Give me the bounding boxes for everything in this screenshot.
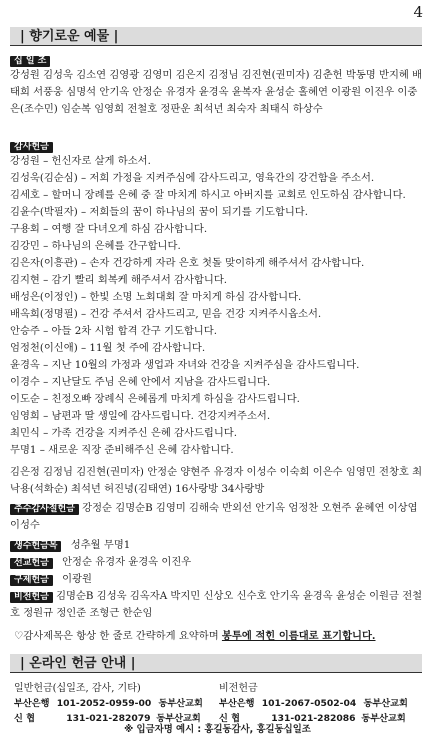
vision-label: 비전헌금 (10, 592, 53, 603)
thanks-line: 안승주 – 아들 2차 시험 합격 간구 기도합니다. (10, 325, 217, 337)
relief-label: 구제헌금 (10, 575, 53, 586)
general-offering-header: 일반헌금(십일조, 감사, 기타) (14, 683, 141, 694)
thanks-line: 엄정천(이신애) – 11월 첫 주에 감사합니다. (10, 342, 206, 354)
tithe-label: 십 일 조 (10, 56, 50, 67)
building-names: 안정순 유경자 윤경옥 이진우 (62, 556, 192, 568)
offering-section-title: | 향기로운 예물 | (10, 27, 422, 46)
thanks-line: 김윤수(박필자) – 저희들의 꿈이 하나님의 꿈이 되기를 기도합니다. (10, 206, 308, 218)
thanks-line: 임영희 – 남편과 딸 생일에 감사드립니다. 건강지켜주소서. (10, 410, 271, 422)
building-section (10, 554, 426, 571)
tithe-section (10, 54, 426, 118)
online-section-title: | 온라인 헌금 안내 | (10, 654, 422, 673)
thanks-line: 김지현 – 감기 빨리 회복케 해주셔서 감사합니다. (10, 274, 228, 286)
bank-name: 부산은행 (14, 698, 50, 709)
vision-offering-header: 비전헌금 (219, 683, 258, 694)
thanks-label: 감사헌금 (10, 142, 53, 153)
closing-note-emphasis: 봉투에 적힌 이름대로 표기합니다. (221, 630, 376, 642)
thanks-names: 김은정 김정님 김진현(권미자) 안정순 양현주 유경자 이성수 이숙희 이은수 임영민 전창호 최낙용(석화순) 최석년 허진녕(김태연) 16사랑방 34사랑방 (10, 466, 423, 495)
thanks-line: 강성원 – 헌신자로 살게 하소서. (10, 155, 151, 167)
account-holder: 동부산교회 (156, 713, 201, 724)
thanks-line: 구용회 – 여행 잘 다녀오게 하심 감사합니다. (10, 223, 208, 235)
account-number: 131-021-282086 (271, 713, 356, 724)
thanks-line: 김세호 – 할머니 장례를 은혜 중 잘 마치게 하시고 아버지를 교회로 인도하심 감사합니다. (10, 189, 406, 201)
thanks-line: 윤경옥 – 지난 10월의 가정과 생업과 자녀와 건강을 지켜주심을 감사드립니다. (10, 359, 360, 371)
vision-offering-accounts (219, 681, 408, 726)
building-label: 선교헌금 (10, 558, 53, 569)
thanks-line: 배성은(이정인) – 한빛 소명 노회대회 잘 마치게 하심 감사합니다. (10, 291, 302, 303)
thanks-line: 최민식 – 가족 건강을 지켜주신 은혜 감사드립니다. (10, 427, 237, 439)
thanks-line: 김강민 – 하나님의 은혜를 간구합니다. (10, 240, 181, 252)
closing-note-text: ♡감사제목은 항상 한 줄로 간략하게 요약하며 (14, 630, 222, 642)
page-number: 4 (413, 3, 423, 21)
general-offering-accounts (14, 681, 203, 726)
account-holder: 동부산교회 (158, 698, 203, 709)
account-row (219, 696, 408, 711)
bank-name: 신 협 (14, 713, 35, 724)
thanks-line: 이경수 – 지난달도 주님 은혜 안에서 지남을 감사드립니다. (10, 376, 271, 388)
account-holder: 동부산교회 (361, 713, 406, 724)
tithe-names: 강성원 김성욱 김소연 김영광 김영미 김은지 김정님 김진현(권미자) 김춘헌 박동명 반지혜 배태희 서풍웅 심명석 안기옥 안정순 유경자 윤경옥 윤복자 윤성순 홀혜연 이광원 이진우 이중은(조수민) 임순복 임영희 전철호 정판운 최석년 최숙자 최태식 하상수 (10, 69, 423, 115)
relief-names: 이광원 (62, 573, 92, 585)
birthday-label: 생수헌금목 (10, 541, 61, 552)
thanks-section (10, 140, 426, 498)
vision-names: 김명순B 김성욱 김옥자A 박지민 신상오 신수호 안기옥 윤경옥 윤성순 이원금 전철호 정원규 정인준 조형근 한순임 (10, 590, 423, 619)
birthday-names: 성추월 무명1 (70, 539, 131, 551)
thanksgiving-label: 추수감사절헌금 (10, 504, 79, 515)
relief-section (10, 571, 426, 588)
thanks-line: 배옥희(정명필) – 건강 주셔서 감사드리고, 믿음 건강 지켜주시옵소서. (10, 308, 322, 320)
closing-note (14, 628, 430, 645)
vision-section (10, 588, 426, 622)
account-number: 101-2052-0959-00 (56, 698, 152, 709)
account-row (14, 696, 203, 711)
thanksgiving-names: 강정순 김명순B 김영미 김해숙 반외선 안기옥 엄정찬 오현주 윤혜연 이상엽 이성수 (10, 502, 418, 531)
thanks-line: 무명1 – 새로운 직장 준비해주신 은혜 감사합니다. (10, 444, 234, 456)
bank-name: 신 협 (219, 713, 240, 724)
thanks-line: 김은자(이흥관) – 손자 건강하게 자라 은호 첫돌 맞이하게 해주셔서 감사합니다. (10, 257, 365, 269)
deposit-name-example: ※ 입금자명 예시 : 홍길동감사, 홍길동십일조 (124, 724, 311, 735)
account-number: 101-2067-0502-04 (261, 698, 357, 709)
account-number: 131-021-282079 (66, 713, 151, 724)
thanksgiving-section (10, 500, 426, 534)
thanks-lines (10, 153, 426, 459)
thanks-line: 김성욱(김순심) – 저희 가정을 지켜주심에 감사드리고, 영육간의 강건함을 주소서. (10, 172, 375, 184)
bank-name: 부산은행 (219, 698, 255, 709)
account-holder: 동부산교회 (363, 698, 408, 709)
birthday-section (10, 537, 426, 554)
thanks-line: 이도순 – 친정오빠 장례식 은혜롭게 마치게 하심을 감사드립니다. (10, 393, 300, 405)
